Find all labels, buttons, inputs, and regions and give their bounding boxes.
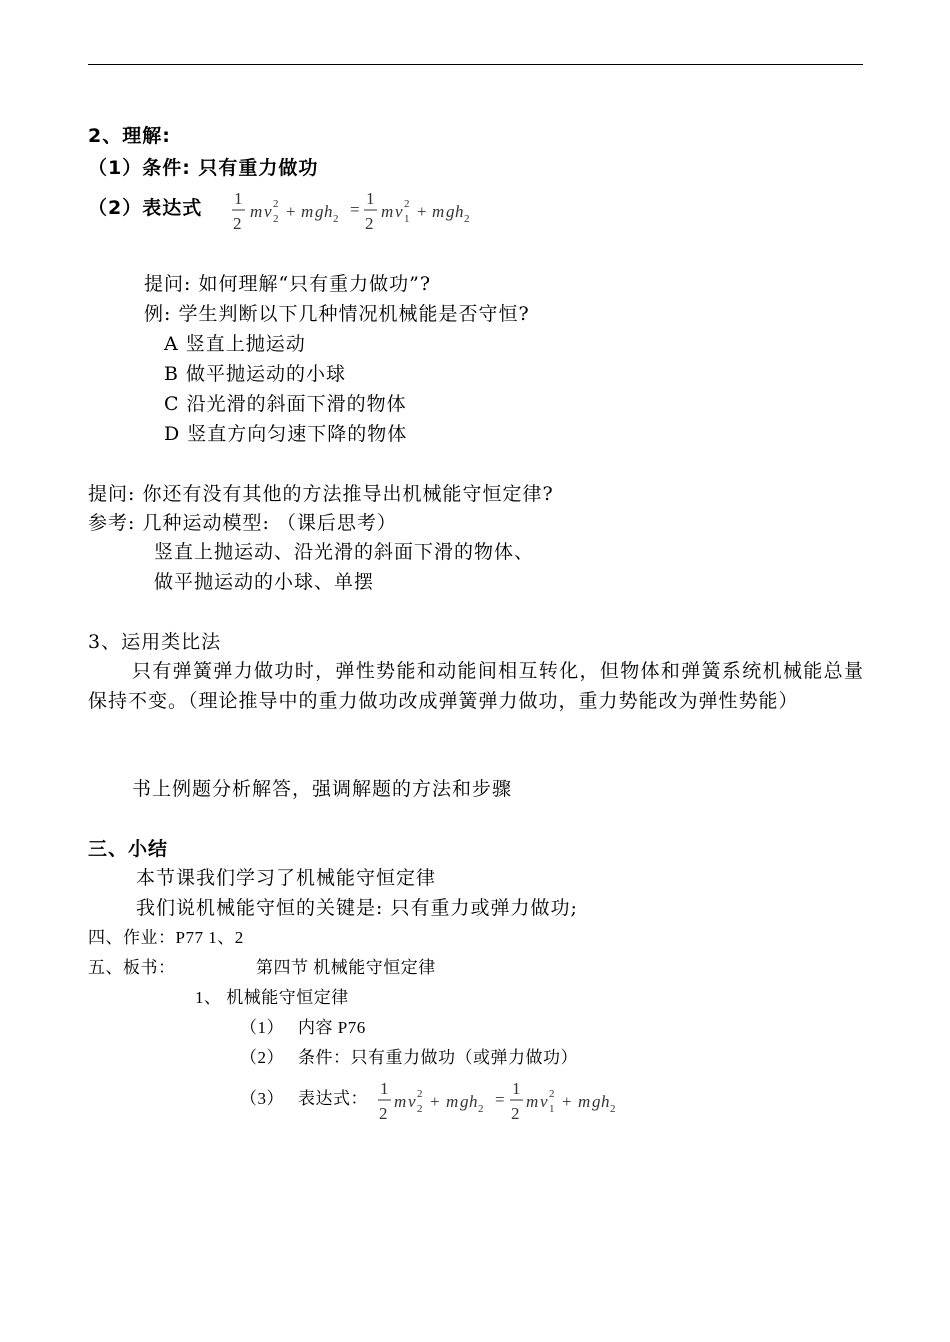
condition-line: （1）条件: 只有重力做功	[88, 157, 319, 179]
formula-v: v	[395, 202, 403, 221]
board-sub-text: 表达式：	[298, 1089, 368, 1108]
formula-plus: +	[286, 202, 296, 221]
energy-conservation-formula	[228, 184, 488, 238]
board-item-1: 1、 机械能守恒定律	[195, 988, 349, 1007]
formula-h: h	[324, 202, 333, 221]
formula-m: m	[432, 202, 445, 221]
formula-m: m	[301, 202, 314, 221]
formula-m: m	[394, 1092, 407, 1111]
formula-sub: 2	[333, 213, 339, 225]
summary-title: 三、小结	[88, 838, 169, 860]
formula-m: m	[578, 1092, 591, 1111]
formula-eq: =	[350, 200, 360, 219]
formula-half-num: 1	[234, 189, 243, 208]
homework-line: 四、作业：P77 1、2	[88, 928, 244, 947]
question-1: 提问: 如何理解“只有重力做功”?	[144, 273, 432, 295]
reference-line-2: 做平抛运动的小球、单摆	[154, 571, 375, 593]
formula-sub: 2	[417, 1103, 423, 1115]
formula-h: h	[469, 1092, 478, 1111]
formula-sq: 2	[404, 198, 410, 210]
formula-half-num: 1	[366, 189, 375, 208]
formula-g: g	[315, 202, 324, 221]
reference-line-1: 竖直上抛运动、沿光滑的斜面下滑的物体、	[154, 541, 535, 563]
formula-half-den: 2	[379, 1104, 388, 1123]
formula-g: g	[460, 1092, 469, 1111]
formula-sq: 2	[417, 1088, 423, 1100]
book-example-line: 书上例题分析解答，强调解题的方法和步骤	[132, 778, 513, 800]
formula-sub: 2	[273, 213, 279, 225]
summary-line-1: 本节课我们学习了机械能守恒定律	[136, 867, 437, 889]
formula-v: v	[264, 202, 272, 221]
formula-sq: 2	[549, 1088, 555, 1100]
question-2: 提问: 你还有没有其他的方法推导出机械能守恒定律?	[88, 483, 554, 505]
formula-plus: +	[562, 1092, 572, 1111]
formula-v: v	[540, 1092, 548, 1111]
board-sub-text: 内容 P76	[298, 1018, 366, 1037]
section-2-title: 2、理解:	[88, 125, 171, 147]
formula-half-den: 2	[511, 1104, 520, 1123]
formula-sub: 2	[478, 1103, 484, 1115]
board-formula	[374, 1074, 634, 1128]
formula-sq: 2	[273, 198, 279, 210]
formula-sub: 2	[464, 213, 470, 225]
board-sub-text: 条件：只有重力做功（或弹力做功）	[298, 1048, 578, 1067]
formula-m: m	[250, 202, 263, 221]
option-a: A 竖直上抛运动	[164, 333, 306, 355]
formula-m: m	[526, 1092, 539, 1111]
board-sub-number: （3）	[240, 1089, 284, 1108]
formula-half-den: 2	[365, 214, 374, 233]
board-sub-number: （1）	[240, 1018, 284, 1037]
formula-h: h	[601, 1092, 610, 1111]
formula-h: h	[455, 202, 464, 221]
formula-svg	[228, 184, 488, 238]
option-d: D 竖直方向匀速下降的物体	[164, 423, 408, 445]
board-label: 五、板书：	[88, 958, 176, 977]
header-rule	[88, 64, 863, 65]
formula-v: v	[408, 1092, 416, 1111]
section-3-title: 3、运用类比法	[88, 631, 222, 653]
formula-plus: +	[417, 202, 427, 221]
formula-half-num: 1	[512, 1079, 521, 1098]
summary-line-2: 我们说机械能守恒的关键是: 只有重力或弹力做功;	[136, 897, 578, 919]
board-sub-number: （2）	[240, 1048, 284, 1067]
formula-m: m	[381, 202, 394, 221]
option-b: B 做平抛运动的小球	[164, 363, 347, 385]
formula-sub: 1	[549, 1103, 555, 1115]
formula-g: g	[592, 1092, 601, 1111]
option-c: C 沿光滑的斜面下滑的物体	[164, 393, 407, 415]
board-title: 第四节 机械能守恒定律	[256, 958, 436, 977]
formula-half-den: 2	[233, 214, 242, 233]
expression-label: （2）表达式	[88, 197, 203, 219]
formula-svg	[374, 1074, 634, 1128]
section-3-paragraph: 只有弹簧弹力做功时，弹性势能和动能间相互转化，但物体和弹簧系统机械能总量保持不变。（理论推导中的重力做功改成弹簧弹力做功，重力势能改为弹性势能）	[88, 660, 864, 712]
formula-eq: =	[495, 1090, 505, 1109]
formula-half-num: 1	[380, 1079, 389, 1098]
formula-sub: 1	[404, 213, 410, 225]
example-prompt: 例: 学生判断以下几种情况机械能是否守恒?	[144, 303, 530, 325]
reference-label: 参考: 几种运动模型: （课后思考）	[88, 512, 397, 534]
formula-sub: 2	[610, 1103, 616, 1115]
formula-g: g	[446, 202, 455, 221]
formula-plus: +	[430, 1092, 440, 1111]
formula-m: m	[446, 1092, 459, 1111]
